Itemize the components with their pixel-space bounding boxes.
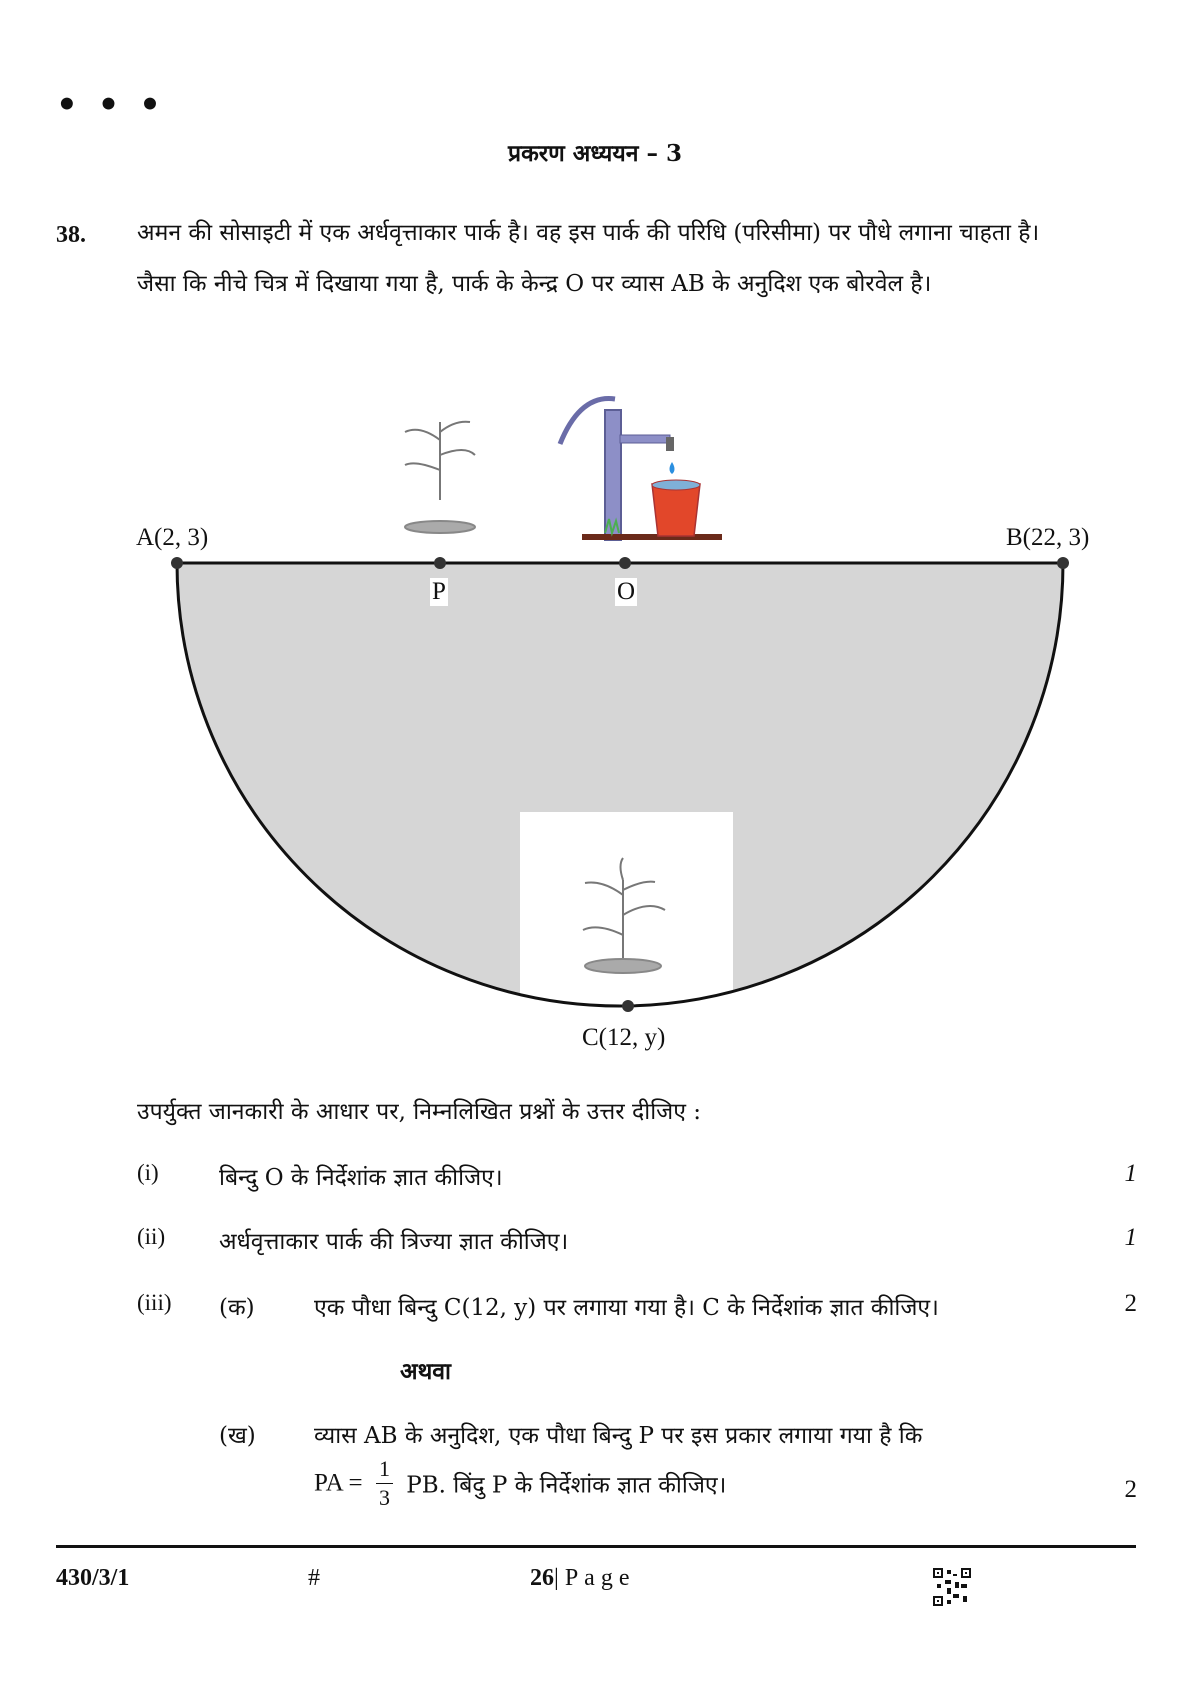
page-separator: | [554,1565,559,1591]
semicircle-park-figure [0,360,1190,1060]
equation-rhs-text: PB. बिंदु P के निर्देशांक ज्ञात कीजिए। [406,1472,727,1499]
paper-code: 430/3/1 [56,1565,130,1591]
subpart-label: (ख) [219,1423,256,1449]
instructions-text: उपर्युक्त जानकारी के आधार पर, निम्नलिखित प्रश्नों के उत्तर दीजिए : [137,1099,701,1125]
page-label: Page [564,1565,636,1591]
subquestion-text-line1: व्यास AB के अनुदिश, एक पौधा बिन्दु P पर इस प्रकार लगाया गया है कि [314,1423,923,1449]
equation-lhs: PA = [314,1469,363,1497]
subquestion-number: (ii) [137,1224,166,1249]
subquestion-text: अर्धवृत्ताकार पार्क की त्रिज्या ज्ञात कीजिए। [219,1229,569,1255]
fraction [376,1458,393,1509]
point-a-label: A(2, 3) [136,524,209,551]
bucket-icon [652,480,700,536]
marks: 2 [1124,1476,1137,1503]
qr-code-icon [933,1568,971,1606]
subquestion-number: (i) [137,1160,159,1185]
subquestion-text: एक पौधा बिन्दु C(12, y) पर लगाया गया है। C के निर्देशांक ज्ञात कीजिए। [314,1295,939,1321]
point-o-label: O [617,578,636,605]
subpart-label: (क) [219,1295,255,1321]
fraction-numerator: 1 [376,1458,393,1484]
hash-mark: # [308,1565,320,1591]
marks: 2 [1124,1290,1137,1317]
page-indicator [530,1565,635,1592]
section-title: प्रकरण अध्ययन – 3 [508,140,682,167]
point-p-label: P [432,578,446,605]
subquestion-text: बिन्दु O के निर्देशांक ज्ञात कीजिए। [219,1165,503,1191]
point-c-label: C(12, y) [582,1024,666,1051]
point-b-label: B(22, 3) [1006,524,1090,551]
footer-divider [56,1545,1136,1548]
subquestion-iii-b-line2 [137,1458,1137,1528]
question-text: अमन की सोसाइटी में एक अर्धवृत्ताकार पार्क है। वह इस पार्क की परिधि (परिसीमा) पर पौधे लगाना चाहता है। जैसा कि नीचे चित्र में दिखाया गया है, पार्क के केन्द्र O पर व्यास AB के अनुदिश एक बोरवेल है। [137,220,1040,297]
hand-pump-icon [560,399,722,540]
question-number: 38. [56,222,86,248]
marks: 1 [1124,1160,1137,1187]
marks: 1 [1124,1224,1137,1251]
subquestion-number: (iii) [137,1290,172,1315]
fraction-denominator: 3 [378,1485,390,1510]
ellipsis-mark: • • • [56,85,165,125]
or-label: अथवा [400,1358,452,1385]
plant-icon [405,422,475,533]
page-number: 26 [530,1565,554,1591]
